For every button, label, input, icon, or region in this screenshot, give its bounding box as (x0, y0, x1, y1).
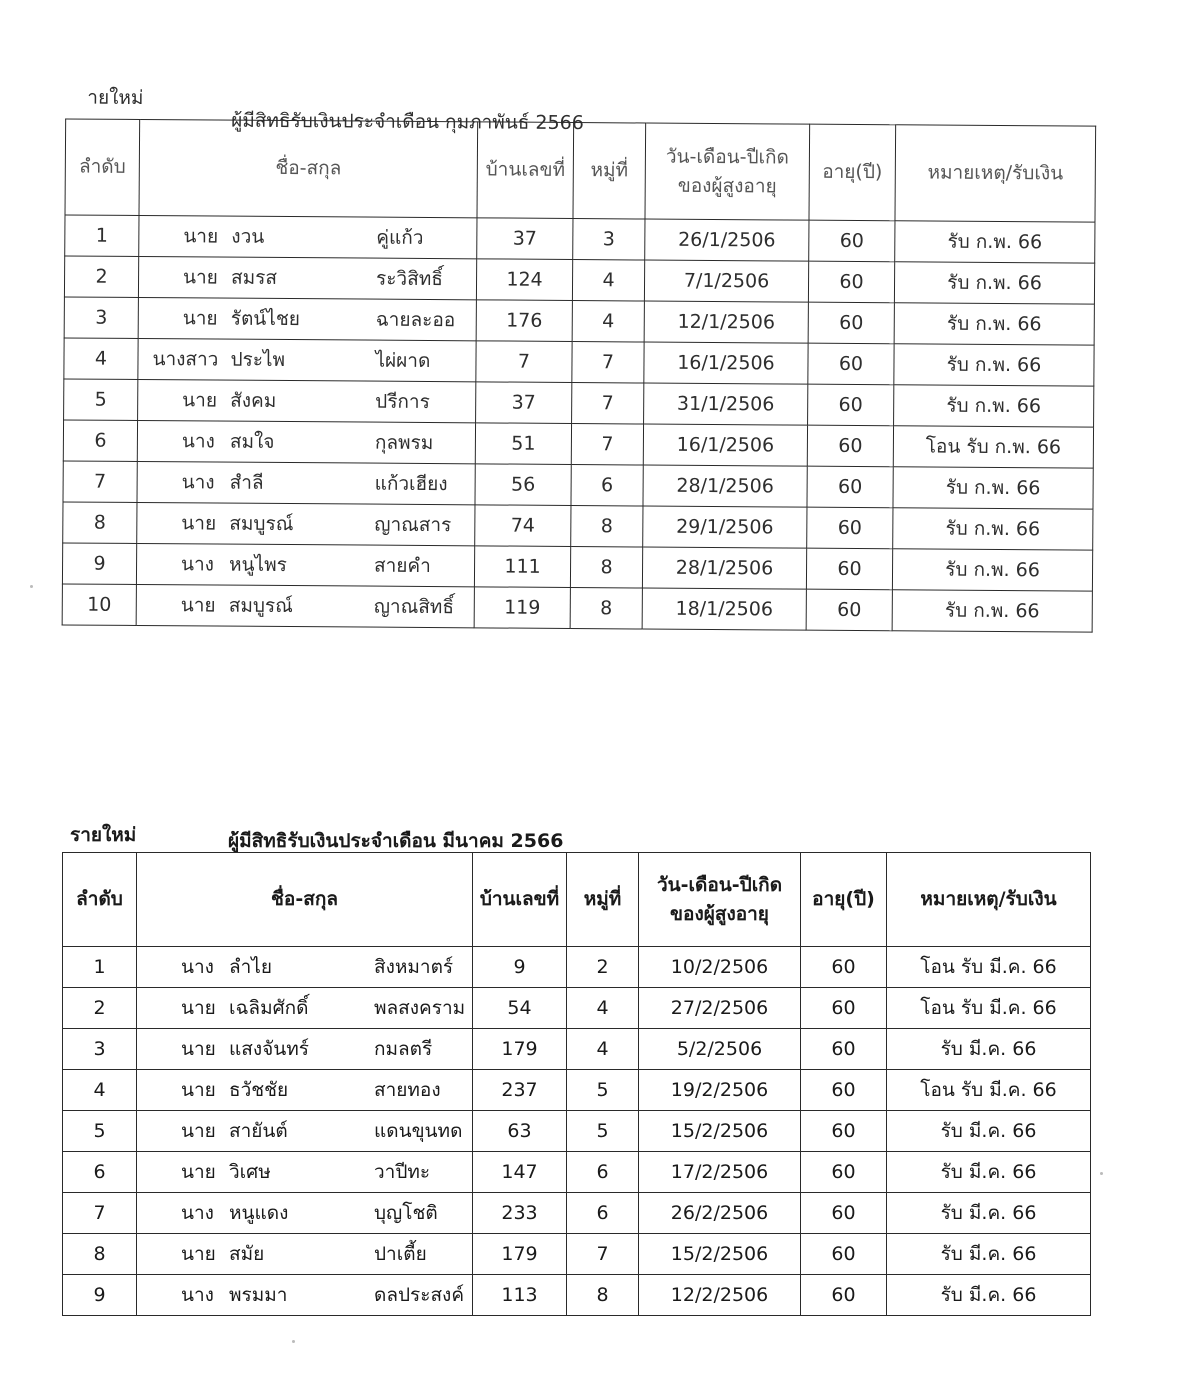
cell-house: 113 (473, 1275, 567, 1316)
section-title: ผู้มีสิทธิรับเงินประจำเดือน มีนาคม 2566 (228, 830, 564, 852)
cell-no: 9 (63, 1275, 137, 1316)
cell-moo: 8 (570, 546, 642, 588)
name-last: บุญโชติ (374, 1202, 438, 1224)
name-last: ระวิสิทธิ์ (375, 267, 443, 291)
person-name (137, 1116, 462, 1146)
cell-dob: 31/1/2506 (644, 383, 808, 425)
name-title: นาง (181, 1284, 214, 1306)
name-first: รัตน์ไชย (230, 307, 300, 331)
cell-note: โอน รับ มี.ค. 66 (887, 947, 1091, 988)
cell-note: รับ ก.พ. 66 (895, 221, 1095, 263)
name-last: สายทอง (374, 1079, 441, 1101)
cell-age: 60 (801, 1070, 887, 1111)
name-last: ญาณสิทธิ์ (373, 595, 455, 619)
cell-age: 60 (801, 1234, 887, 1275)
name-first: หนูแดง (229, 1202, 289, 1224)
cell-note: รับ ก.พ. 66 (894, 303, 1094, 345)
cell-moo: 4 (572, 301, 644, 343)
cell-age: 60 (808, 343, 894, 385)
table-row (63, 1152, 1091, 1193)
cell-no: 7 (63, 1193, 137, 1234)
section-tag: รายใหม่ (70, 824, 137, 846)
name-title: นาย (180, 594, 216, 617)
cell-age: 60 (808, 261, 894, 303)
name-last: แดนขุนทด (374, 1120, 463, 1142)
name-first: แสงจันทร์ (229, 1038, 309, 1060)
cell-house: 179 (473, 1234, 567, 1275)
cell-moo: 5 (567, 1070, 639, 1111)
cell-moo: 6 (567, 1193, 639, 1234)
cell-house: 119 (474, 587, 570, 629)
cell-dob: 12/2/2506 (639, 1275, 801, 1316)
name-title: นาง (180, 553, 215, 576)
name-title: นาย (181, 1243, 216, 1265)
table-body (63, 947, 1091, 1316)
cell-note: รับ ก.พ. 66 (893, 467, 1093, 509)
name-first: วิเศษ (229, 1161, 271, 1183)
table-row (63, 1070, 1091, 1111)
cell-no: 1 (63, 947, 137, 988)
cell-age: 60 (806, 589, 892, 631)
cell-house: 176 (476, 300, 572, 342)
name-first: ลำไย (229, 956, 273, 978)
cell-name (137, 1111, 473, 1152)
cell-age: 60 (801, 947, 887, 988)
table-row (63, 1029, 1091, 1070)
cell-dob: 15/2/2506 (639, 1234, 801, 1275)
cell-note: โอน รับ มี.ค. 66 (887, 988, 1091, 1029)
cell-moo: 8 (571, 505, 643, 547)
table-row (63, 1275, 1091, 1316)
name-last: แก้วเฮียง (374, 472, 448, 496)
name-last: ปรีการ (375, 390, 430, 414)
name-title: นาย (182, 266, 218, 289)
col-header-moo: หมู่ที่ (573, 123, 646, 220)
cell-age: 60 (809, 220, 895, 262)
cell-house: 111 (474, 546, 570, 588)
name-last: คู่แก้ว (376, 226, 424, 249)
cell-house: 54 (473, 988, 567, 1029)
cell-house: 233 (473, 1193, 567, 1234)
name-last: พลสงคราม (374, 997, 466, 1019)
name-title: นาย (182, 307, 218, 330)
cell-age: 60 (807, 507, 893, 549)
cell-name (137, 1029, 473, 1070)
cell-moo: 8 (570, 587, 642, 629)
name-first: พรมมา (229, 1284, 288, 1306)
col-header-name: ชื่อ-สกุล (139, 119, 478, 217)
section-tag: ายใหม่ (87, 86, 144, 110)
col-header-moo: หมู่ที่ (567, 853, 639, 947)
cell-moo: 4 (572, 260, 644, 302)
cell-age: 60 (807, 425, 893, 467)
name-first: สมัย (229, 1243, 265, 1265)
cell-dob: 26/2/2506 (639, 1193, 801, 1234)
name-last: ปาเตี้ย (374, 1243, 427, 1265)
table-row (63, 1111, 1091, 1152)
name-last: ดลประสงค์ (374, 1284, 465, 1306)
cell-dob: 15/2/2506 (639, 1111, 801, 1152)
col-header-dob-line1: วัน-เดือน-ปีเกิด (656, 874, 783, 896)
cell-note: รับ ก.พ. 66 (892, 549, 1092, 591)
cell-note: โอน รับ ก.พ. 66 (893, 426, 1093, 468)
cell-name (137, 1234, 473, 1275)
name-last: ญาณสาร (374, 513, 452, 537)
cell-age: 60 (801, 1152, 887, 1193)
col-header-dob-line2: ของผู้สูงอายุ (677, 174, 777, 197)
scan-speck (1100, 1172, 1103, 1175)
cell-note: รับ ก.พ. 66 (892, 590, 1092, 632)
col-header-dob-line1: วัน-เดือน-ปีเกิด (665, 145, 789, 169)
cell-moo: 3 (573, 219, 645, 261)
person-name (137, 993, 465, 1023)
cell-dob: 18/1/2506 (642, 588, 806, 630)
cell-moo: 7 (572, 342, 644, 384)
cell-age: 60 (801, 1275, 887, 1316)
name-title: นาย (182, 389, 218, 412)
name-title: นาย (181, 1079, 216, 1101)
cell-no: 8 (63, 502, 137, 544)
cell-no: 9 (62, 543, 136, 585)
cell-dob: 28/1/2506 (643, 465, 807, 507)
cell-moo: 8 (567, 1275, 639, 1316)
name-title: นาง (181, 1202, 214, 1224)
name-last: ฉายละออ (375, 308, 456, 332)
cell-dob: 16/1/2506 (644, 342, 808, 384)
table-row (63, 988, 1091, 1029)
cell-moo: 4 (567, 1029, 639, 1070)
cell-moo: 7 (567, 1234, 639, 1275)
cell-name (137, 1152, 473, 1193)
cell-name (137, 988, 473, 1029)
cell-dob: 29/1/2506 (643, 506, 807, 548)
cell-house: 7 (476, 341, 572, 383)
cell-name (137, 947, 473, 988)
person-name (137, 1157, 430, 1187)
march-table (62, 852, 1091, 1316)
col-header-name: ชื่อ-สกุล (137, 853, 473, 947)
cell-moo: 4 (567, 988, 639, 1029)
cell-moo: 6 (567, 1152, 639, 1193)
cell-dob: 28/1/2506 (642, 547, 806, 589)
cell-note: รับ มี.ค. 66 (887, 1275, 1091, 1316)
cell-house: 147 (473, 1152, 567, 1193)
cell-name (137, 1070, 473, 1111)
name-last: สายคำ (373, 554, 431, 578)
col-header-house: บ้านเลขที่ (477, 122, 574, 219)
cell-dob: 27/2/2506 (639, 988, 801, 1029)
cell-moo: 7 (572, 383, 644, 425)
cell-age: 60 (801, 1193, 887, 1234)
col-header-age: อายุ(ปี) (801, 853, 887, 947)
cell-moo: 2 (567, 947, 639, 988)
cell-moo: 7 (571, 424, 643, 466)
cell-house: 9 (473, 947, 567, 988)
cell-dob: 19/2/2506 (639, 1070, 801, 1111)
cell-no: 5 (63, 1111, 137, 1152)
name-title: นาย (181, 512, 217, 535)
cell-note: รับ มี.ค. 66 (887, 1234, 1091, 1275)
cell-moo: 6 (571, 464, 643, 506)
cell-dob: 16/1/2506 (643, 424, 807, 466)
person-name (137, 1198, 438, 1228)
cell-house: 37 (476, 382, 572, 424)
name-last: วาปีทะ (374, 1161, 431, 1183)
person-name (137, 1239, 427, 1269)
cell-age: 60 (801, 1111, 887, 1152)
cell-note: รับ ก.พ. 66 (894, 344, 1094, 386)
cell-no: 10 (62, 584, 136, 626)
cell-note: รับ ก.พ. 66 (893, 508, 1093, 550)
cell-dob: 17/2/2506 (639, 1152, 801, 1193)
name-first: หนูไพร (228, 553, 287, 577)
cell-no: 6 (63, 1152, 137, 1193)
name-title: นาย (183, 225, 219, 248)
cell-age: 60 (808, 302, 894, 344)
cell-note: รับ มี.ค. 66 (887, 1111, 1091, 1152)
cell-note: รับ ก.พ. 66 (894, 385, 1094, 427)
name-first: สายันต์ (229, 1120, 288, 1142)
name-first: เฉลิมศักดิ์ (229, 997, 309, 1019)
cell-dob: 26/1/2506 (645, 219, 809, 261)
name-first: งวน (231, 225, 265, 248)
person-name (137, 1075, 441, 1105)
cell-age: 60 (801, 988, 887, 1029)
name-first: สมบูรณ์ (229, 512, 294, 536)
cell-note: รับ มี.ค. 66 (887, 1029, 1091, 1070)
name-last: สิงหมาตร์ (374, 956, 454, 978)
scan-speck (292, 1340, 295, 1343)
col-header-no: ลำดับ (63, 853, 137, 947)
name-title: นาย (181, 1120, 216, 1142)
cell-dob: 10/2/2506 (639, 947, 801, 988)
cell-note: โอน รับ มี.ค. 66 (887, 1070, 1091, 1111)
name-title: นาง (181, 956, 214, 978)
cell-no: 2 (63, 988, 137, 1029)
cell-dob: 5/2/2506 (639, 1029, 801, 1070)
name-first: ประไพ (230, 348, 286, 371)
cell-note: รับ มี.ค. 66 (887, 1152, 1091, 1193)
cell-no: 3 (63, 1029, 137, 1070)
cell-house: 124 (476, 259, 572, 301)
name-title: นางสาว (152, 348, 219, 371)
col-header-house: บ้านเลขที่ (473, 853, 567, 947)
name-first: สังคม (230, 389, 277, 412)
col-header-note: หมายเหตุ/รับเงิน (887, 853, 1091, 947)
cell-no: 8 (63, 1234, 137, 1275)
cell-dob: 12/1/2506 (644, 301, 808, 343)
col-header-dob-line2: ของผู้สูงอายุ (670, 902, 769, 925)
cell-no: 7 (63, 461, 137, 503)
cell-no: 5 (64, 379, 138, 421)
name-first: สมรส (230, 266, 278, 289)
cell-no: 6 (63, 420, 137, 462)
name-first: สำลี (229, 471, 264, 494)
person-name (137, 1280, 464, 1310)
cell-house: 51 (475, 423, 571, 465)
section-title: ผู้มีสิทธิรับเงินประจำเดือน กุมภาพันธ์ 2566 (231, 109, 584, 135)
cell-no: 4 (63, 1070, 137, 1111)
name-title: นาง (181, 430, 215, 453)
name-first: สมใจ (229, 430, 275, 453)
cell-no: 4 (64, 338, 138, 380)
scan-speck (30, 585, 33, 588)
cell-house: 56 (475, 464, 571, 506)
header-row (63, 853, 1091, 947)
cell-name (137, 1193, 473, 1234)
cell-house: 74 (475, 505, 571, 547)
cell-house: 179 (473, 1029, 567, 1070)
cell-note: รับ ก.พ. 66 (894, 262, 1094, 304)
cell-age: 60 (801, 1029, 887, 1070)
cell-house: 63 (473, 1111, 567, 1152)
person-name (137, 952, 453, 982)
name-last: กุลพรม (374, 431, 434, 455)
cell-age: 60 (807, 466, 893, 508)
name-last: กมลตรี (374, 1038, 433, 1060)
cell-age: 60 (808, 384, 894, 426)
col-header-no: ลำดับ (65, 119, 140, 216)
table-row (63, 1234, 1091, 1275)
col-header-note: หมายเหตุ/รับเงิน (895, 125, 1096, 222)
col-header-age: อายุ(ปี) (809, 124, 896, 221)
name-first: ธวัชชัย (229, 1079, 289, 1101)
cell-dob: 7/1/2506 (644, 260, 808, 302)
cell-no: 1 (65, 215, 139, 257)
cell-no: 2 (64, 256, 138, 298)
name-title: นาง (181, 471, 215, 494)
col-header-dob (639, 853, 801, 947)
name-last: ไผ่ผาด (375, 349, 431, 373)
cell-note: รับ มี.ค. 66 (887, 1193, 1091, 1234)
name-title: นาย (181, 1161, 216, 1183)
cell-house: 37 (477, 218, 573, 260)
cell-age: 60 (806, 548, 892, 590)
name-first: สมบูรณ์ (228, 594, 293, 618)
cell-name (137, 1275, 473, 1316)
cell-no: 3 (64, 297, 138, 339)
person-name (137, 1034, 432, 1064)
cell-moo: 5 (567, 1111, 639, 1152)
name-title: นาย (181, 1038, 216, 1060)
table-row (63, 947, 1091, 988)
cell-house: 237 (473, 1070, 567, 1111)
table-row (63, 1193, 1091, 1234)
name-title: นาย (181, 997, 216, 1019)
